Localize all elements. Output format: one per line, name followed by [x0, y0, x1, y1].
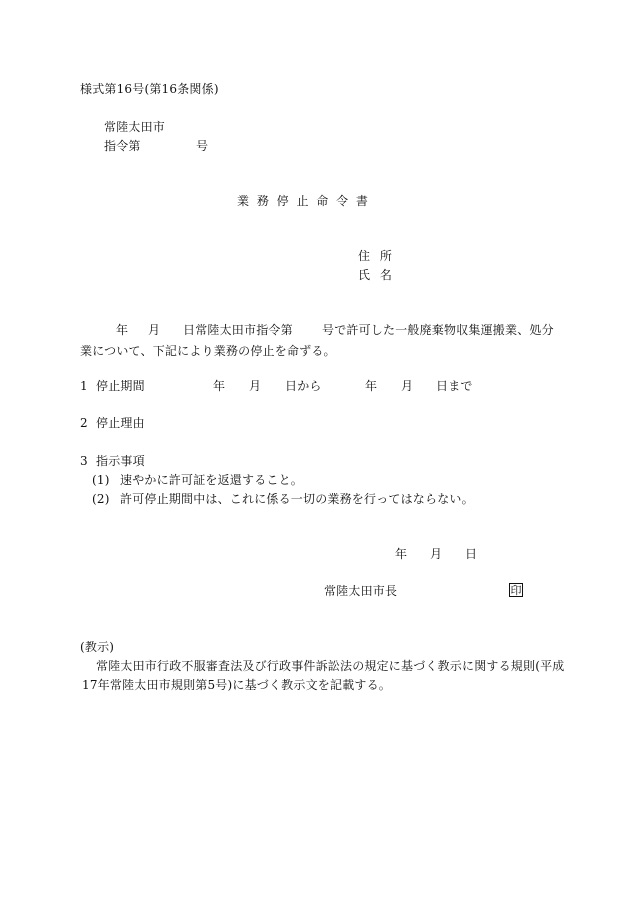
notice-line1: 常陸太田市行政不服審査法及び行政事件訴訟法の規定に基づく教示に関する規則(平成	[96, 659, 565, 673]
item3-sub2-text: 許可停止期間中は、これに係る一切の業務を行ってはならない。	[120, 492, 474, 506]
item1-to-day: 日まで	[436, 379, 473, 393]
notice-heading: (教示)	[80, 640, 115, 654]
body-day-ref: 日常陸太田市指令第	[183, 323, 293, 337]
item1-from-month: 月	[249, 379, 262, 393]
item3-label: 指示事項	[96, 454, 145, 468]
date-month: 月	[430, 547, 443, 561]
header-city: 常陸太田市	[104, 120, 166, 134]
item1-from-year: 年	[213, 379, 226, 393]
directive-prefix: 指令第	[104, 139, 141, 153]
name-label: 氏 名	[358, 268, 395, 282]
body-year: 年	[116, 323, 129, 337]
notice-line2: 17年常陸太田市規則第5号)に基づく教示文を記載する。	[82, 678, 391, 692]
item1-number: 1	[80, 379, 88, 393]
seal-mark: 印	[510, 584, 522, 597]
item3-sub1-text: 速やかに許可証を返還すること。	[120, 473, 304, 487]
item1-to-month: 月	[401, 379, 414, 393]
form-label: 様式第16号(第16条関係)	[80, 82, 219, 96]
body-line2: 業について、下記により業務の停止を命ずる。	[80, 344, 336, 358]
address-label: 住 所	[358, 249, 395, 263]
item2-number: 2	[80, 416, 88, 430]
body-line1-rest: 号で許可した一般廃棄物収集運搬業、処分	[322, 323, 554, 337]
directive-suffix: 号	[196, 139, 209, 153]
item2-label: 停止理由	[96, 416, 145, 430]
item1-to-year: 年	[365, 379, 378, 393]
document-title: 業 務 停 止 命 令 書	[237, 194, 370, 208]
date-day: 日	[465, 547, 478, 561]
body-month: 月	[148, 323, 161, 337]
date-year: 年	[395, 547, 408, 561]
item1-from-day: 日から	[285, 379, 322, 393]
item3-sub1-number: (1)	[92, 473, 110, 487]
mayor-title: 常陸太田市長	[324, 584, 398, 598]
item3-number: 3	[80, 454, 88, 468]
item3-sub2-number: (2)	[92, 492, 110, 506]
item1-label: 停止期間	[96, 379, 145, 393]
